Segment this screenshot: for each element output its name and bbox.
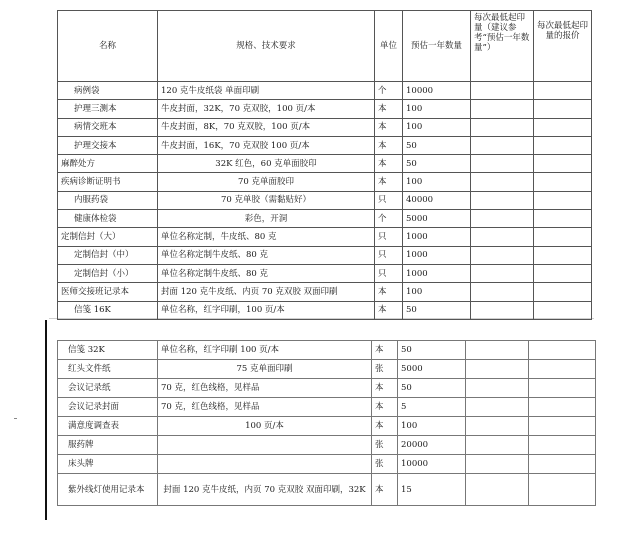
- item-name: 病例袋: [58, 82, 158, 100]
- item-spec: 封面 120 克牛皮纸，内页 70 克双胶 双面印刷，32K: [158, 474, 372, 506]
- item-unit: 只: [375, 246, 403, 264]
- table-row: [58, 228, 592, 246]
- item-spec: 封面 120 克牛皮纸、内页 70 克双胶 双面印刷: [158, 283, 375, 301]
- item-qty: 100: [398, 417, 466, 436]
- table-row: [58, 155, 592, 173]
- item-min-qty: [466, 398, 529, 417]
- item-unit: 本: [375, 118, 403, 136]
- item-qty: 50: [403, 136, 471, 154]
- item-qty: 100: [403, 100, 471, 118]
- item-min-price: [534, 301, 592, 319]
- item-unit: 张: [372, 455, 398, 474]
- item-qty: 50: [403, 155, 471, 173]
- item-min-qty: [471, 173, 534, 191]
- item-min-price: [529, 417, 596, 436]
- item-unit: 本: [375, 100, 403, 118]
- item-unit: 本: [372, 398, 398, 417]
- item-name: 红头文件纸: [58, 360, 158, 379]
- item-spec: 32K 红色，60 克单面胶印: [158, 155, 375, 173]
- table-row: [58, 417, 596, 436]
- item-spec: 牛皮封面，8K，70 克双胶，100 页/本: [158, 118, 375, 136]
- header-min-price: 每次最低起印量的报价: [534, 11, 592, 82]
- item-qty: 50: [398, 341, 466, 360]
- table-row: [58, 341, 596, 360]
- item-min-price: [534, 228, 592, 246]
- table-row: [58, 379, 596, 398]
- price-table-part-2: [57, 340, 596, 506]
- item-min-qty: [471, 246, 534, 264]
- item-min-price: [529, 379, 596, 398]
- item-min-qty: [466, 455, 529, 474]
- item-name: 会议记录纸: [58, 379, 158, 398]
- item-name: 信笺 16K: [58, 301, 158, 319]
- table-row: [58, 264, 592, 282]
- item-min-qty: [471, 228, 534, 246]
- item-name: 定制信封（小）: [58, 264, 158, 282]
- item-unit: 本: [372, 379, 398, 398]
- item-min-price: [529, 474, 596, 506]
- item-spec: [158, 455, 372, 474]
- item-name: 护理交接本: [58, 136, 158, 154]
- table-header-row: [58, 11, 592, 82]
- header-name: 名称: [58, 11, 158, 82]
- item-min-qty: [471, 155, 534, 173]
- item-qty: 100: [403, 173, 471, 191]
- item-min-price: [534, 264, 592, 282]
- table-row: [58, 436, 596, 455]
- item-spec: 牛皮封面，32K，70 克双胶，100 页/本: [158, 100, 375, 118]
- item-qty: 40000: [403, 191, 471, 209]
- table-row: [58, 191, 592, 209]
- item-qty: 1000: [403, 246, 471, 264]
- item-qty: 50: [398, 379, 466, 398]
- item-min-price: [529, 360, 596, 379]
- item-spec: 单位名称定制牛皮纸、80 克: [158, 264, 375, 282]
- item-name: 信笺 32K: [58, 341, 158, 360]
- item-qty: 15: [398, 474, 466, 506]
- item-spec: 70 克，红色线格，见样品: [158, 379, 372, 398]
- item-min-qty: [466, 379, 529, 398]
- item-unit: 张: [372, 360, 398, 379]
- item-unit: 个: [375, 210, 403, 228]
- item-min-price: [529, 341, 596, 360]
- item-unit: 本: [375, 283, 403, 301]
- table-row: [58, 246, 592, 264]
- item-min-price: [534, 210, 592, 228]
- item-unit: 个: [375, 82, 403, 100]
- item-unit: 本: [372, 474, 398, 506]
- item-qty: 5000: [398, 360, 466, 379]
- item-min-price: [529, 398, 596, 417]
- item-min-price: [529, 436, 596, 455]
- table-row: [58, 398, 596, 417]
- table-row: [58, 173, 592, 191]
- item-min-price: [534, 246, 592, 264]
- item-spec: 100 页/本: [158, 417, 372, 436]
- item-min-qty: [466, 436, 529, 455]
- item-spec: 单位名称定制牛皮纸、80 克: [158, 246, 375, 264]
- item-min-price: [534, 191, 592, 209]
- table-row: [58, 360, 596, 379]
- header-unit: 单位: [375, 11, 403, 82]
- item-name: 床头牌: [58, 455, 158, 474]
- item-min-price: [534, 155, 592, 173]
- table-row: [58, 82, 592, 100]
- item-unit: 本: [375, 155, 403, 173]
- item-qty: 100: [403, 283, 471, 301]
- item-spec: 单位名称，红字印刷 100 页/本: [158, 341, 372, 360]
- item-spec: 70 克，红色线格，见样品: [158, 398, 372, 417]
- item-qty: 50: [403, 301, 471, 319]
- item-qty: 10000: [398, 455, 466, 474]
- item-min-qty: [471, 191, 534, 209]
- item-name: 护理三测本: [58, 100, 158, 118]
- table-row: [58, 283, 592, 301]
- item-name: 满意度调查表: [58, 417, 158, 436]
- item-qty: 10000: [403, 82, 471, 100]
- item-unit: 张: [372, 436, 398, 455]
- margin-line: [45, 320, 51, 520]
- table-row: [58, 136, 592, 154]
- item-min-qty: [471, 301, 534, 319]
- item-min-price: [534, 136, 592, 154]
- table-row: [58, 474, 596, 506]
- item-min-price: [534, 118, 592, 136]
- item-min-qty: [466, 474, 529, 506]
- item-min-qty: [471, 264, 534, 282]
- item-spec: 70 克单面胶印: [158, 173, 375, 191]
- item-min-qty: [471, 82, 534, 100]
- item-qty: 1000: [403, 228, 471, 246]
- item-spec: 单位名称，红字印刷，100 页/本: [158, 301, 375, 319]
- item-name: 定制信封（大）: [58, 228, 158, 246]
- table-row: [58, 301, 592, 319]
- item-min-price: [529, 455, 596, 474]
- item-qty: 1000: [403, 264, 471, 282]
- item-min-qty: [471, 118, 534, 136]
- item-spec: 70 克单胶（需黏贴好）: [158, 191, 375, 209]
- item-spec: 75 克单面印刷: [158, 360, 372, 379]
- header-min-qty: 每次最低起印量（建议参考“预估一年数量”）: [471, 11, 534, 82]
- table-row: [58, 455, 596, 474]
- item-unit: 只: [375, 228, 403, 246]
- item-unit: 本: [375, 301, 403, 319]
- item-name: 内服药袋: [58, 191, 158, 209]
- item-name: 医师交接班记录本: [58, 283, 158, 301]
- table-row: [58, 100, 592, 118]
- header-qty: 预估一年数量: [403, 11, 471, 82]
- item-min-qty: [471, 100, 534, 118]
- item-min-price: [534, 82, 592, 100]
- item-spec: 单位名称定制，牛皮纸、80 克: [158, 228, 375, 246]
- item-min-qty: [466, 417, 529, 436]
- margin-mark: [14, 418, 17, 422]
- item-qty: 20000: [398, 436, 466, 455]
- item-spec: [158, 436, 372, 455]
- item-spec: 120 克牛皮纸袋 单面印刷: [158, 82, 375, 100]
- item-name: 服药牌: [58, 436, 158, 455]
- item-unit: 本: [372, 341, 398, 360]
- table-row: [58, 210, 592, 228]
- item-name: 定制信封（中）: [58, 246, 158, 264]
- price-table-part-1: [57, 10, 592, 320]
- item-spec: 彩色，开洞: [158, 210, 375, 228]
- item-qty: 100: [403, 118, 471, 136]
- item-min-price: [534, 173, 592, 191]
- item-name: 麻醉处方: [58, 155, 158, 173]
- item-qty: 5000: [403, 210, 471, 228]
- item-qty: 5: [398, 398, 466, 417]
- table-row: [58, 118, 592, 136]
- item-min-price: [534, 100, 592, 118]
- item-name: 疾病诊断证明书: [58, 173, 158, 191]
- item-unit: 本: [372, 417, 398, 436]
- item-min-qty: [471, 283, 534, 301]
- item-min-qty: [471, 210, 534, 228]
- item-name: 会议记录封面: [58, 398, 158, 417]
- item-spec: 牛皮封面，16K，70 克双胶 100 页/本: [158, 136, 375, 154]
- item-name: 健康体检袋: [58, 210, 158, 228]
- item-unit: 本: [375, 136, 403, 154]
- item-min-qty: [471, 136, 534, 154]
- item-unit: 只: [375, 191, 403, 209]
- item-name: 紫外线灯使用记录本: [58, 474, 158, 506]
- item-unit: 只: [375, 264, 403, 282]
- item-min-price: [534, 283, 592, 301]
- item-name: 病情交班本: [58, 118, 158, 136]
- item-min-qty: [466, 341, 529, 360]
- item-min-qty: [466, 360, 529, 379]
- header-spec: 规格、技术要求: [158, 11, 375, 82]
- item-unit: 本: [375, 173, 403, 191]
